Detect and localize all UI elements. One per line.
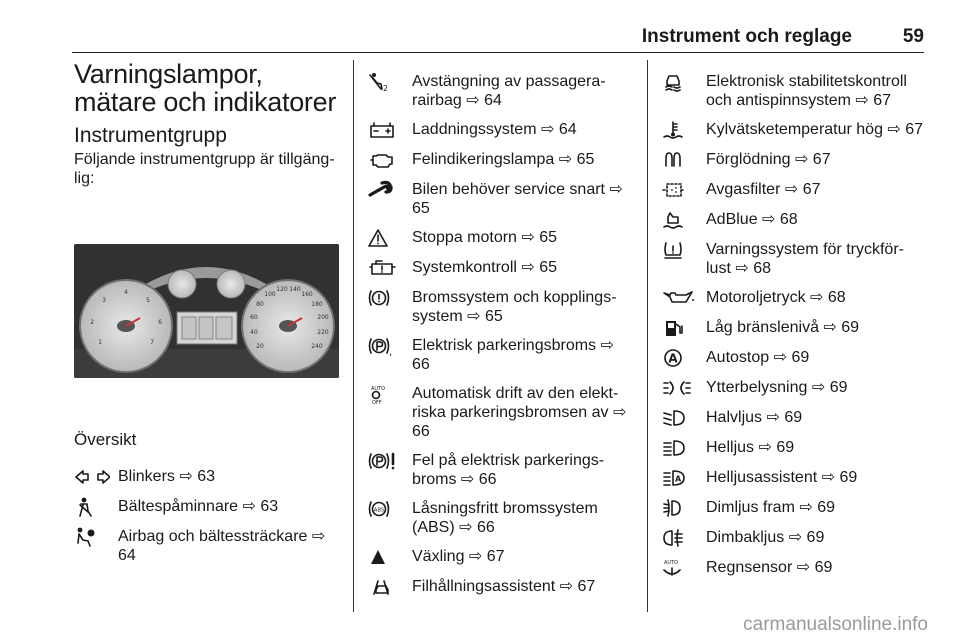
main-heading: Varningslampor, mätare och indikatorer: [74, 59, 337, 117]
exhaust-filter-icon: [662, 180, 706, 200]
indicator-entry: [74, 497, 342, 517]
column-divider-1: [353, 60, 354, 612]
indicator-entry: [662, 528, 924, 548]
right-gauge-tick: 40: [250, 329, 258, 336]
right-gauge-tick: 100: [264, 291, 276, 298]
indicator-entry: [74, 467, 342, 487]
passenger-airbag-off-icon: [368, 72, 412, 92]
system-check-icon: [368, 258, 412, 278]
engine-check-icon: [368, 150, 412, 170]
indicator-label: Avgasfilter ⇨ 67: [706, 181, 821, 198]
right-gauge-tick: 240: [311, 343, 323, 350]
indicator-entry: [74, 527, 342, 565]
low-beam-icon: [662, 408, 706, 428]
warning-triangle-icon: [368, 228, 412, 248]
indicator-label: Laddningssystem ⇨ 64: [412, 121, 577, 138]
indicator-label: Stoppa motorn ⇨ 65: [412, 229, 558, 246]
indicator-entry: [662, 150, 924, 170]
running-header: [72, 22, 924, 53]
indicator-label: Dimbakljus ⇨ 69: [706, 529, 825, 546]
indicator-label: Helljusassistent ⇨ 69: [706, 469, 858, 486]
column-3: [662, 72, 924, 588]
indicator-label: Automatisk drift av den elekt-riska parkeringsbromsen av ⇨ 66: [412, 385, 627, 440]
indicator-entry: [662, 318, 924, 338]
indicator-label: Systemkontroll ⇨ 65: [412, 259, 558, 276]
left-gauge-tick: 3: [102, 297, 106, 304]
indicator-label: Fel på elektrisk parkerings-broms ⇨ 66: [412, 452, 605, 488]
right-gauge-tick: 140: [289, 286, 301, 293]
right-gauge-tick: 180: [311, 301, 323, 308]
svg-text:A: A: [668, 351, 678, 366]
indicator-label: Bromssystem och kopplings-system ⇨ 65: [412, 289, 617, 325]
rain-sensor-icon: [662, 558, 706, 578]
left-gauge-tick: 7: [150, 339, 154, 346]
svg-text:,: ,: [389, 347, 393, 356]
indicator-entry: [368, 547, 630, 567]
svg-text:AUTO: AUTO: [371, 386, 386, 392]
high-beam-icon: [662, 438, 706, 458]
turn-signal-arrows-icon: [74, 467, 118, 487]
wrench-icon: [368, 180, 412, 200]
indicator-label: Regnsensor ⇨ 69: [706, 559, 833, 576]
left-gauge-tick: 6: [158, 319, 162, 326]
indicator-entry: [662, 72, 924, 110]
column-divider-2: [647, 60, 648, 612]
exterior-lights-icon: [662, 378, 706, 398]
indicator-label: Motoroljetryck ⇨ 68: [706, 289, 846, 306]
instrument-cluster-image: [74, 244, 339, 378]
left-gauge-tick: 5: [146, 297, 150, 304]
left-gauge-tick: 4: [124, 289, 128, 296]
abs-icon: [368, 499, 412, 519]
indicator-label: Avstängning av passagera-rairbag ⇨ 64: [412, 73, 606, 109]
indicator-label: Kylvätsketemperatur hög ⇨ 67: [706, 121, 924, 138]
indicator-entry: [662, 438, 924, 458]
high-beam-assist-icon: [662, 468, 706, 488]
column-1: [74, 60, 342, 188]
indicator-entry: [368, 180, 630, 218]
indicator-label: Bilen behöver service snart ⇨ 65: [412, 181, 623, 217]
indicator-entry: [662, 408, 924, 428]
indicator-label: Elektrisk parkeringsbroms ⇨ 66: [412, 337, 614, 373]
indicator-label: Dimljus fram ⇨ 69: [706, 499, 835, 516]
auto-parking-brake-off-icon: [368, 384, 412, 404]
indicator-entry: [368, 384, 630, 441]
battery-icon: [368, 120, 412, 140]
front-fog-light-icon: [662, 498, 706, 518]
svg-text:A: A: [675, 474, 682, 484]
indicator-label: Helljus ⇨ 69: [706, 439, 795, 456]
coolant-temperature-icon: [662, 120, 706, 140]
intro-text: Följande instrumentgrupp är tillgäng-lig:: [74, 151, 335, 187]
indicator-entry: [368, 258, 630, 278]
indicator-label: Låsningsfritt bromssystem (ABS) ⇨ 66: [412, 500, 598, 536]
indicator-entry: [662, 498, 924, 518]
indicator-label: Ytterbelysning ⇨ 69: [706, 379, 848, 396]
oil-pressure-icon: [662, 288, 706, 308]
svg-text:OFF: OFF: [372, 400, 382, 404]
indicator-entry: [368, 150, 630, 170]
low-fuel-icon: [662, 318, 706, 338]
left-gauge-tick: 1: [98, 339, 102, 346]
svg-text:2: 2: [383, 84, 389, 92]
column-2: [368, 72, 630, 607]
indicator-entry: [662, 240, 924, 278]
seatbelt-reminder-icon: [74, 497, 118, 517]
tire-pressure-icon: [662, 240, 706, 260]
indicator-entry: [662, 210, 924, 230]
svg-text:AUTO: AUTO: [664, 560, 679, 566]
lane-keep-assist-icon: [368, 577, 412, 597]
right-gauge-tick: 220: [317, 329, 329, 336]
indicator-label: Blinkers ⇨ 63: [118, 468, 215, 485]
indicator-label: Växling ⇨ 67: [412, 548, 505, 565]
indicator-entry: [368, 336, 630, 374]
indicator-label: Halvljus ⇨ 69: [706, 409, 803, 426]
right-gauge-tick: 120: [276, 286, 288, 293]
stability-control-icon: [662, 72, 706, 92]
gear-shift-triangle-icon: [368, 547, 412, 567]
indicator-entry: [662, 288, 924, 308]
right-gauge-tick: 160: [301, 291, 313, 298]
overview-section: [74, 430, 342, 575]
indicator-label: Varningssystem för tryckför-lust ⇨ 68: [706, 241, 904, 277]
right-gauge-tick: 80: [256, 301, 264, 308]
indicator-entry: [368, 577, 630, 597]
indicator-label: Felindikeringslampa ⇨ 65: [412, 151, 595, 168]
brake-system-icon: [368, 288, 412, 308]
glow-plug-icon: [662, 150, 706, 170]
left-gauge-tick: 2: [90, 319, 94, 326]
indicator-label: AdBlue ⇨ 68: [706, 211, 798, 228]
section-heading: Översikt: [74, 430, 137, 449]
indicator-entry: [368, 72, 630, 110]
indicator-entry: [368, 451, 630, 489]
airbag-icon: [74, 527, 118, 547]
parking-brake-fault-icon: [368, 451, 412, 471]
indicator-entry: [368, 228, 630, 248]
indicator-entry: [662, 378, 924, 398]
indicator-entry: [662, 468, 924, 488]
watermark: carmanualsonline.info: [743, 614, 928, 635]
indicator-label: Elektronisk stabilitetskontroll och antispinnsystem ⇨ 67: [706, 73, 907, 109]
page-number: 59: [902, 26, 924, 47]
chapter-title: Instrument och reglage: [641, 26, 852, 47]
parking-brake-icon: [368, 336, 412, 356]
indicator-entry: [662, 348, 924, 368]
svg-text:ABS: ABS: [373, 507, 385, 514]
subheading: Instrumentgrupp: [74, 124, 227, 147]
indicator-label: Filhållningsassistent ⇨ 67: [412, 578, 596, 595]
indicator-label: Airbag och bältessträckare ⇨ 64: [118, 528, 326, 564]
right-gauge-tick: 20: [256, 343, 264, 350]
right-gauge-tick: 60: [250, 314, 258, 321]
indicator-label: Förglödning ⇨ 67: [706, 151, 831, 168]
autostop-icon: [662, 348, 706, 368]
indicator-label: Autostop ⇨ 69: [706, 349, 810, 366]
right-gauge-tick: 200: [317, 314, 329, 321]
indicator-entry: [662, 558, 924, 578]
rear-fog-light-icon: [662, 528, 706, 548]
indicator-entry: [368, 288, 630, 326]
indicator-entry: [662, 120, 924, 140]
indicator-label: Låg bränslenivå ⇨ 69: [706, 319, 860, 336]
indicator-entry: [662, 180, 924, 200]
indicator-label: Bältespåminnare ⇨ 63: [118, 498, 279, 515]
indicator-entry: [368, 499, 630, 537]
indicator-entry: [368, 120, 630, 140]
adblue-icon: [662, 210, 706, 230]
